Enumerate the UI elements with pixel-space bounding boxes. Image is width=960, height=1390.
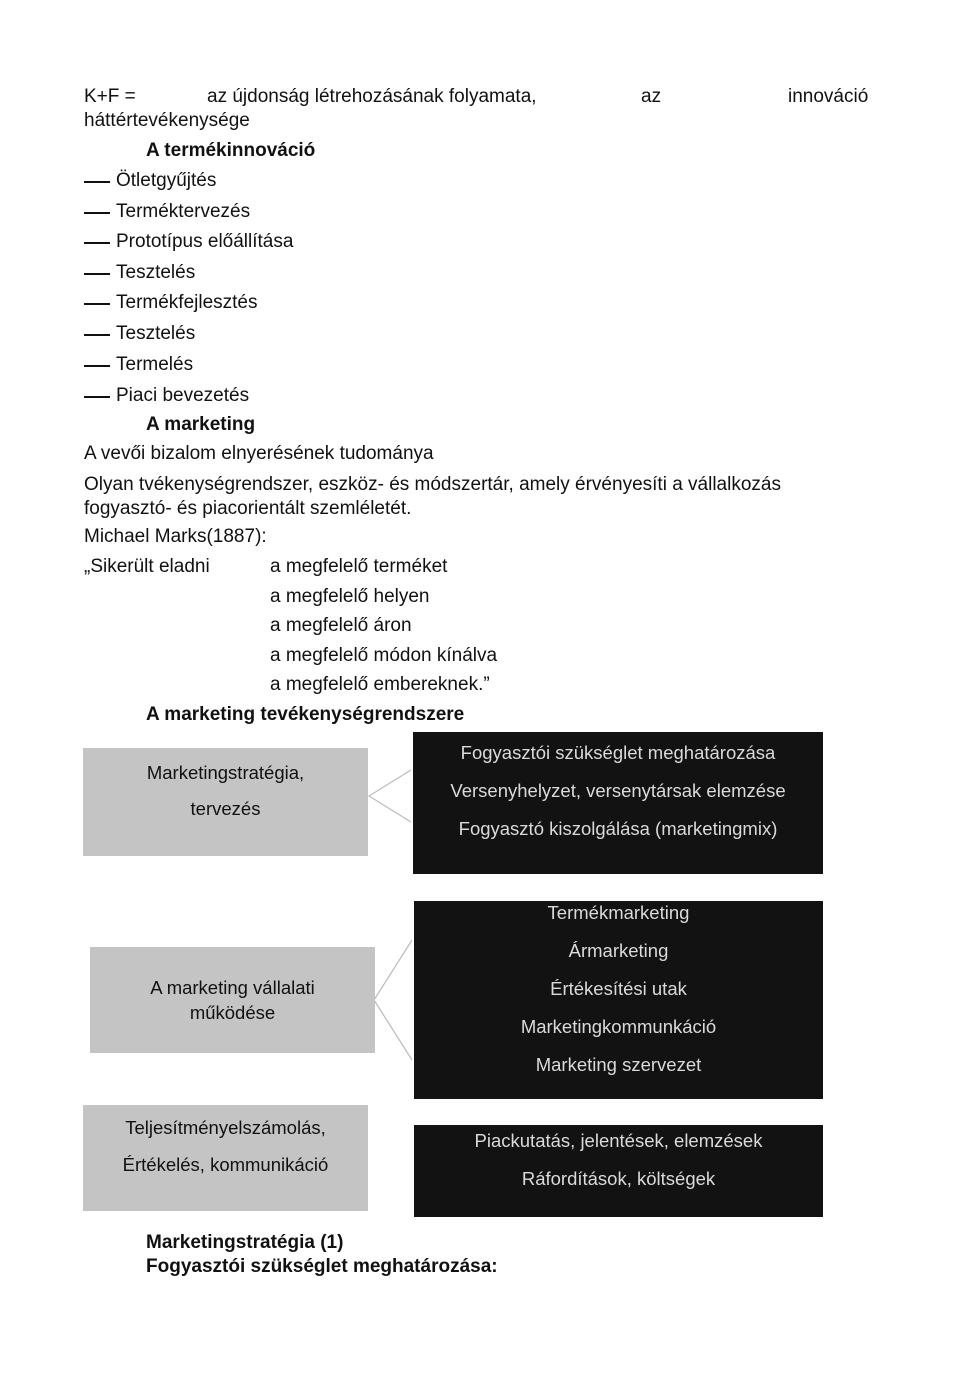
marketing-system-heading: A marketing tevékenységrendszere [146,704,465,725]
quote-line: a megfelelő terméket [270,556,448,577]
research-costs-box [414,1125,823,1217]
kf-definition-line2: háttértevékenysége [84,110,250,131]
quote-line: a megfelelő embereknek.” [270,674,490,695]
box-label: Termékmarketing [547,902,690,923]
box-label: tervezés [190,798,261,819]
quote-line: a megfelelő áron [270,615,412,636]
box-label: Marketing szervezet [535,1054,702,1075]
marketing-definition: A vevői bizalom elnyerésének tudománya [84,443,434,464]
kf-definition-part3: innováció [788,86,869,107]
marketing-mix-box [414,901,823,1099]
marketing-description-line2: fogyasztó- és piacorientált szemléletét. [84,498,412,519]
strategy-section-heading: Marketingstratégia (1) [146,1232,344,1253]
kf-definition-part2: az [641,86,662,107]
list-item: Tesztelés [116,262,196,283]
box-label: Marketingstratégia, [146,762,305,783]
box-label: Értékesítési utak [550,978,687,999]
box-label: Piackutatás, jelentések, elemzések [474,1130,763,1151]
box-label: Teljesítményelszámolás, [125,1117,326,1138]
performance-evaluation-box [83,1105,368,1211]
box-label: Fogyasztói szükséglet meghatározása [460,742,776,763]
box-label: Ármarketing [568,940,669,961]
kf-definition-part1: az újdonság létrehozásának folyamata, [207,86,537,107]
kf-label: K+F = [84,86,136,107]
list-item: Tesztelés [116,323,196,344]
box-label: Versenyhelyzet, versenytársak elemzése [450,780,786,801]
quote-lead: „Sikerült eladni [84,556,210,577]
strategy-details-box [413,732,823,874]
quote-line: a megfelelő helyen [270,586,430,607]
list-item: Termékfejlesztés [116,292,258,313]
box-label: Értékelés, kommunikáció [122,1154,329,1175]
marketing-heading: A marketing [146,414,256,435]
marketing-description-line1: Olyan tvékenységrendszer, eszköz- és módszertár, amely érvényesíti a vállalkozás [84,474,781,495]
list-item: Ötletgyűjtés [116,170,217,191]
quote-author: Michael Marks(1887): [84,526,267,547]
company-operation-box [90,947,375,1053]
box-label: Ráfordítások, költségek [521,1168,716,1189]
box-label: működése [189,1002,276,1023]
box-label: A marketing vállalati [150,977,315,998]
list-item: Termelés [116,354,194,375]
box-label: Fogyasztó kiszolgálása (marketingmix) [458,818,778,839]
consumer-needs-heading: Fogyasztói szükséglet meghatározása: [146,1256,498,1277]
box-label: Marketingkommunkáció [520,1016,717,1037]
product-innovation-heading: A termékinnováció [146,140,316,161]
strategy-planning-box [83,748,368,856]
quote-line: a megfelelő módon kínálva [270,645,498,666]
list-item: Terméktervezés [116,201,251,222]
list-item: Prototípus előállítása [116,231,294,252]
list-item: Piaci bevezetés [116,385,250,406]
